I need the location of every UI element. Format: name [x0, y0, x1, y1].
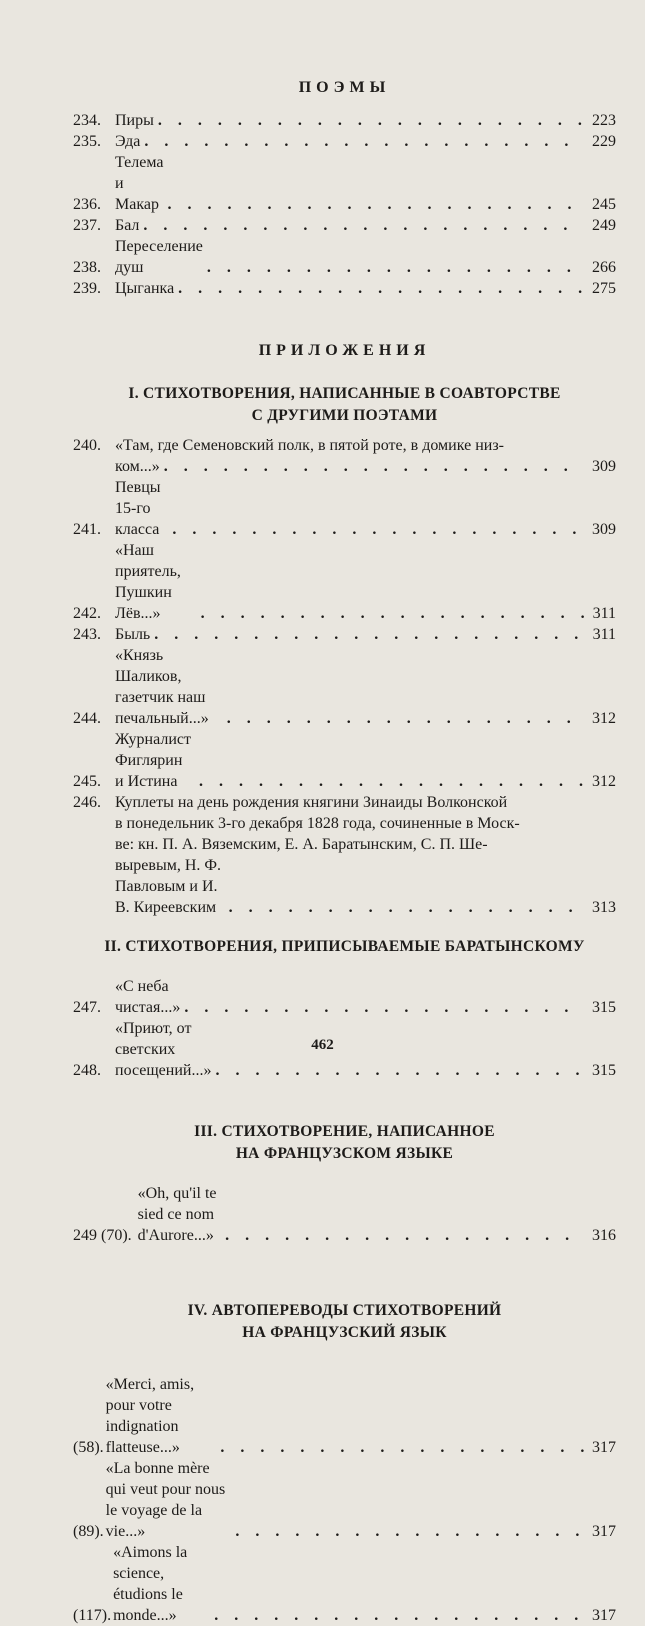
entry-title: Эда: [115, 133, 141, 150]
toc-entry: [73, 435, 616, 456]
leader-dots: [235, 1521, 584, 1542]
toc-entry: [73, 1374, 616, 1458]
entry-number: 246.: [73, 794, 101, 811]
entry-page: 229: [592, 133, 616, 150]
leader-dots: [225, 1225, 584, 1246]
toc-entry: [73, 131, 616, 152]
subsection-title-line: IV. АВТОПЕРЕВОДЫ СТИХОТВОРЕНИЙ: [187, 1302, 502, 1319]
subsection-title-1: [73, 383, 616, 427]
leader-dots: [158, 110, 584, 131]
entry-title: «С неба чистая...»: [115, 978, 181, 1016]
toc-entry: [73, 1458, 616, 1542]
entry-page: 312: [592, 710, 616, 727]
toc-entry: [73, 624, 616, 645]
entry-title: Переселение душ: [115, 238, 203, 276]
leader-dots: [215, 1060, 584, 1081]
entry-number: 236.: [73, 196, 101, 213]
entry-page: 317: [592, 1523, 616, 1540]
entry-title: «Merci, amis, pour votre indignation flatteuse...»: [105, 1376, 195, 1456]
leader-dots: [154, 624, 584, 645]
entry-number: 234.: [73, 112, 101, 129]
leader-dots: [199, 771, 584, 792]
entry-page: 313: [592, 899, 616, 916]
entry-title: «Наш приятель, Пушкин Лёв...»: [115, 542, 181, 622]
entry-number: 237.: [73, 217, 101, 234]
leader-dots: [229, 897, 584, 918]
entry-number: (89).: [73, 1523, 104, 1540]
entry-number: 241.: [73, 521, 101, 538]
toc-entry: [73, 645, 616, 729]
subsection-title-line: III. СТИХОТВОРЕНИЕ, НАПИСАННОЕ: [194, 1123, 495, 1140]
leader-dots: [220, 1437, 584, 1458]
entry-title: «Oh, qu'il te sied ce nom d'Aurore...»: [137, 1185, 217, 1244]
toc-entry-continuation: [73, 813, 616, 834]
leader-dots: [143, 215, 584, 236]
subsection-title-3: [73, 1121, 616, 1165]
entry-page: 317: [592, 1607, 616, 1624]
entry-title-line: в понедельник 3-го декабря 1828 года, сочиненные в Моск-: [115, 815, 520, 832]
entry-number: (117).: [73, 1607, 112, 1624]
entry-title: Певцы 15-го класса: [115, 479, 161, 538]
leader-dots: [144, 131, 584, 152]
leader-dots: [201, 603, 584, 624]
entry-number: 240.: [73, 437, 101, 454]
entry-page: 266: [592, 259, 616, 276]
leader-dots: [164, 456, 584, 477]
entry-title: Журналист Фиглярин и Истина: [115, 731, 191, 790]
entry-page: 309: [592, 521, 616, 538]
entry-page: 316: [592, 1227, 616, 1244]
subsection-title-2: II. СТИХОТВОРЕНИЯ, ПРИПИСЫВАЕМЫЕ БАРАТЫНСКОМУ: [104, 938, 585, 955]
leader-dots: [184, 997, 584, 1018]
leader-dots: [207, 257, 584, 278]
leader-dots: [172, 519, 584, 540]
entry-page: 312: [592, 773, 616, 790]
entry-number: 245.: [73, 773, 101, 790]
entry-page: 315: [592, 999, 616, 1016]
subsection-title-line: I. СТИХОТВОРЕНИЯ, НАПИСАННЫЕ В СОАВТОРСТВЕ: [128, 385, 561, 402]
entry-title: «La bonne mère qui veut pour nous le voyage de la vie...»: [105, 1460, 226, 1540]
entry-page: 223: [592, 112, 616, 129]
page-number: 462: [311, 1037, 334, 1053]
entry-number: 239.: [73, 280, 101, 297]
entry-number: 249 (70).: [73, 1227, 132, 1244]
section-title-poems: ПОЭМЫ: [298, 79, 391, 96]
entry-page: 309: [592, 458, 616, 475]
s1-list: [73, 435, 616, 918]
leader-dots: [227, 708, 584, 729]
entry-page: 311: [592, 626, 616, 643]
toc-entry: [73, 110, 616, 131]
section-title-appendices: ПРИЛОЖЕНИЯ: [258, 342, 431, 359]
entry-number: 243.: [73, 626, 101, 643]
leader-dots: [178, 278, 584, 299]
entry-number: 244.: [73, 710, 101, 727]
entry-title: «Князь Шаликов, газетчик наш печальный...»: [115, 647, 209, 727]
toc-entry-continuation: [73, 456, 616, 477]
entry-page: 249: [592, 217, 616, 234]
entry-number: (58).: [73, 1439, 104, 1456]
entry-page: 311: [592, 605, 616, 622]
toc-entry: [73, 152, 616, 215]
entry-page: 245: [592, 196, 616, 213]
toc-entry: [73, 477, 616, 540]
leader-dots: [167, 194, 584, 215]
toc-entry-continuation: [73, 834, 616, 855]
entry-title: «Aimons la science, étudions le monde...»: [113, 1544, 188, 1624]
toc-entry: [73, 215, 616, 236]
entry-page: 275: [592, 280, 616, 297]
subsection-title-line: НА ФРАНЦУЗСКОМ ЯЗЫКЕ: [235, 1145, 454, 1162]
entry-number: 248.: [73, 1062, 101, 1079]
s2-list: [73, 976, 616, 1081]
entry-title-line: Куплеты на день рождения княгини Зинаиды Волконской: [115, 794, 508, 811]
entry-title-line: ком...»: [115, 458, 160, 475]
table-of-contents: [73, 70, 616, 1626]
entry-title: Телема и Макар: [115, 154, 164, 213]
toc-entry: [73, 729, 616, 792]
entry-title: Быль: [115, 626, 151, 643]
subsection-title-line: С ДРУГИМИ ПОЭТАМИ: [251, 407, 438, 424]
entry-title-line: «Там, где Семеновский полк, в пятой роте, в домике низ-: [115, 437, 504, 454]
toc-entry-continuation: [73, 855, 616, 918]
poems-list: [73, 110, 616, 299]
toc-entry: [73, 540, 616, 624]
entry-title-line: ве: кн. П. А. Вяземским, Е. А. Баратынским, С. П. Ше-: [115, 836, 488, 853]
entry-number: 238.: [73, 259, 101, 276]
entry-title: «Приют, от светских посещений...»: [115, 1020, 212, 1079]
s3-list: [73, 1183, 616, 1246]
subsection-title-4: [73, 1300, 616, 1344]
entry-number: 242.: [73, 605, 101, 622]
subsection-title-line: НА ФРАНЦУЗСКИЙ ЯЗЫК: [242, 1324, 447, 1341]
entry-page: 315: [592, 1062, 616, 1079]
toc-entry: [73, 976, 616, 1018]
toc-entry: [73, 792, 616, 813]
entry-number: 235.: [73, 133, 101, 150]
leader-dots: [214, 1605, 584, 1626]
entry-page: 317: [592, 1439, 616, 1456]
toc-entry: [73, 236, 616, 278]
entry-number: 247.: [73, 999, 101, 1016]
entry-title: Цыганка: [115, 280, 175, 297]
s4-list: [73, 1374, 616, 1626]
toc-entry: [73, 1183, 616, 1246]
entry-title: Бал: [115, 217, 140, 234]
entry-title: Пиры: [115, 112, 154, 129]
toc-entry: [73, 1542, 616, 1626]
entry-title-line: выревым, Н. Ф. Павловым и И. В. Киреевским: [115, 857, 222, 916]
toc-entry: [73, 278, 616, 299]
